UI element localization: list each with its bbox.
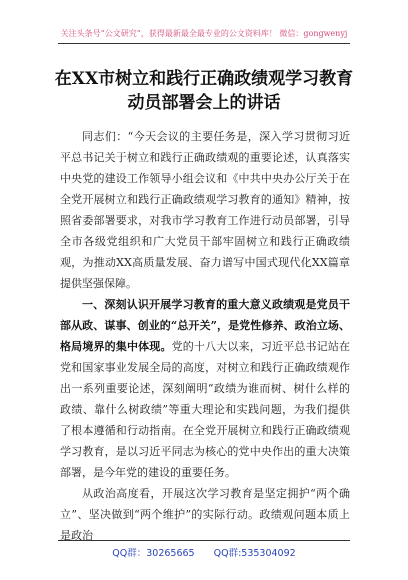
paragraph-section-one (60, 294, 350, 483)
footer-qq-group-2: QQ群:535304092 (213, 548, 296, 559)
body-text (60, 126, 350, 546)
header-banner: 关注头条号“公文研究”，获得最新最全最专业的公文资料库！ 微信：gongwenyj (60, 29, 348, 38)
footer-contact (0, 545, 408, 559)
document-title-line2: 动员部署会上的讲话 (127, 93, 281, 113)
section-body: 党的十八大以来，习近平总书记站在党和国家事业发展全局的高度，对树立和践行正确政绩观作出一系列重要论述，深刻阐明“政绩为谁而树、树什么样的政绩、靠什么树政绩”等重大理论和实践问题，为我们提供了根本遵循和行动指南。在全党开展树立和践行正确政绩观学习教育，是以习近平同志为核心的党中央作出的重大决策部署，是今年党的建设的重要任务。 (60, 340, 351, 479)
header-rule (58, 43, 350, 44)
footer-rule (58, 540, 350, 541)
paragraph-salutation: 同志们：“今天会议的主要任务是，深入学习贯彻习近平总书记关于树立和践行正确政绩观的重要论述，认真落实中央党的建设工作领导小组会议和《中共中央办公厅关于在全党开展树立和践行正确政绩观学习教育的通知》精神，按照省委部署要求，对我市学习教育工作进行动员部署，引导全市各级党组织和广大党员干部牢固树立和践行正确政绩观，为推动XX高质量发展、奋力谱写中国式现代化XX篇章提供坚强保障。 (60, 130, 350, 290)
footer-qq-group-1: QQ群：30265665 (112, 548, 195, 559)
paragraph-political: 从政治高度看，开展这次学习教育是坚定拥护“两个确立”、坚决做到“两个维护”的实际行动。政绩观问题本质上是政治 (60, 487, 350, 542)
section-heading: 一、深刻认识开展学习教育的重大意义政绩观是党员干部从政、谋事、创业的“总开关”，是党性修养、政治立场、格局境界的集中体现。 (60, 298, 350, 353)
document-title-line1: 在XX市树立和践行正确政绩观学习教育 (54, 69, 354, 89)
